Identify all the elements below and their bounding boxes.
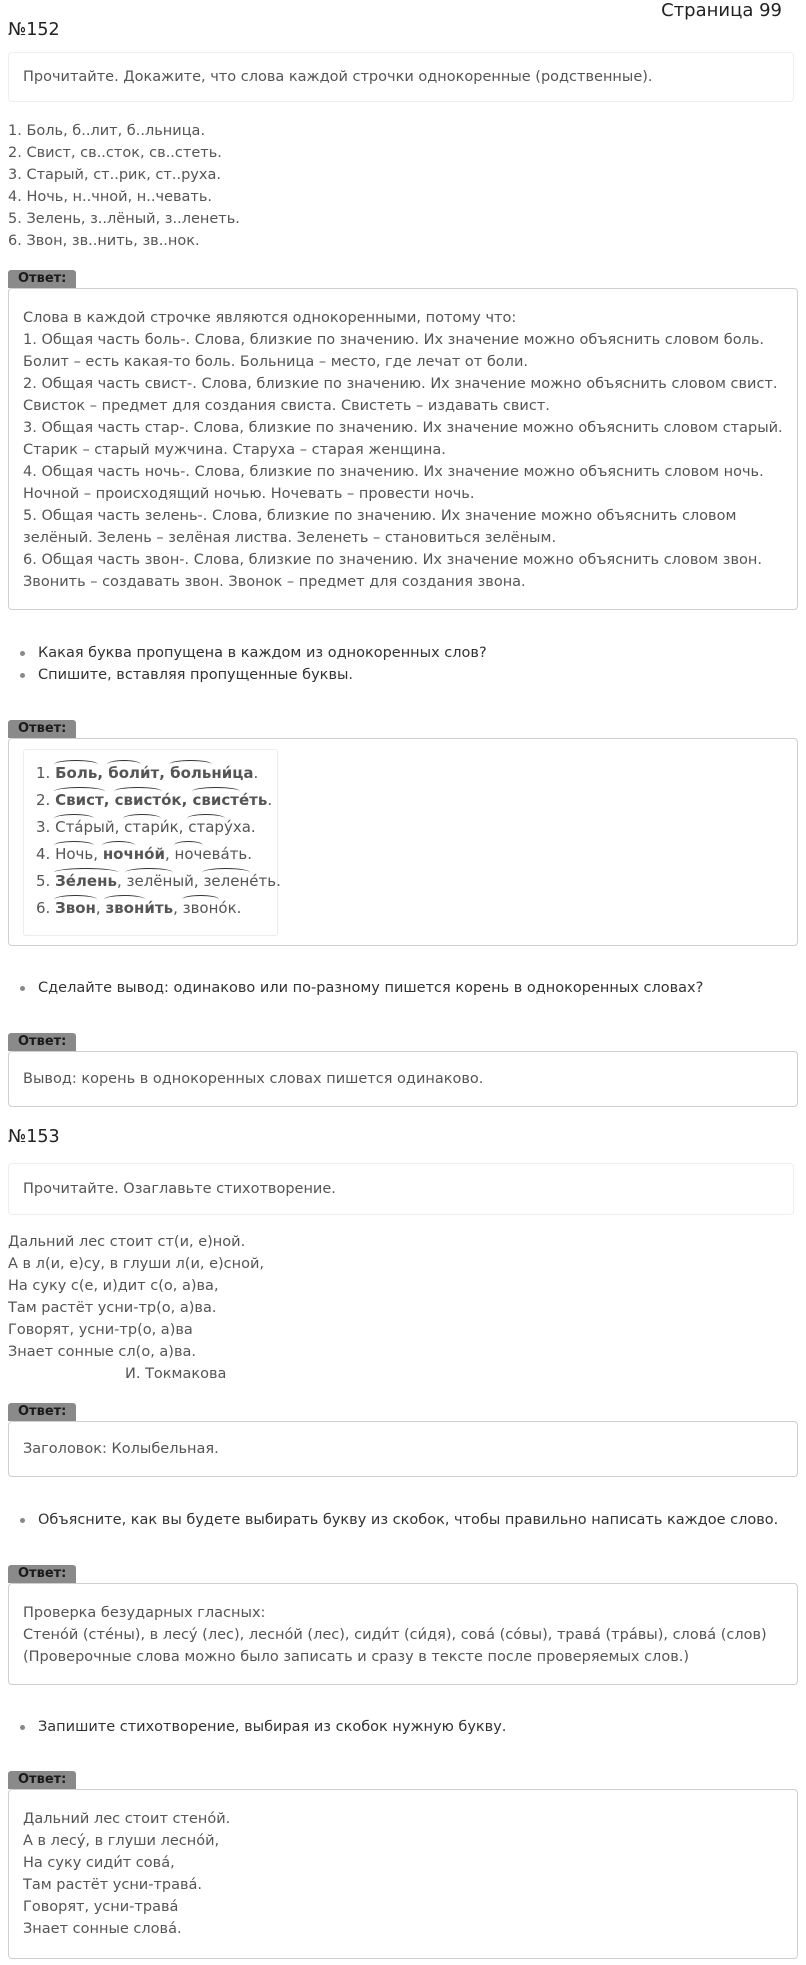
answer-line: На суку сиди́т сова́, (23, 1855, 175, 1871)
question-item: Спишите, вставляя пропущенные буквы. (18, 664, 487, 686)
answer-box-4 (8, 1421, 798, 1477)
morpheme-line: 5. Зе́лень, зелёный, зелене́ть. (36, 868, 281, 895)
answer-line: Свисток – предмет для создания свиста. Свистеть – издавать свист. (23, 398, 550, 414)
text-line: 6. Звон, зв..нить, зв..нок. (8, 233, 200, 249)
answer-tag: Ответ: (8, 1771, 76, 1789)
morpheme-line: 1. Боль, боли́т, больни́ца. (36, 760, 281, 787)
question-list-2 (18, 642, 487, 686)
answer-box-3 (8, 1051, 798, 1107)
question-3 (18, 977, 703, 999)
morpheme-line: 6. Звон, звони́ть, звоно́к. (36, 895, 281, 922)
answer-tag: Ответ: (8, 270, 76, 288)
instruction-text: Прочитайте. Озаглавьте стихотворение. (23, 1181, 336, 1197)
text-line: 4. Ночь, н..чной, н..чевать. (8, 189, 213, 205)
answer-line: 4. Общая часть ночь-. Слова, близкие по значению. Их значение можно объяснить словом ночь. (23, 464, 764, 480)
text-line: 1. Боль, б..лит, б..льница. (8, 123, 206, 139)
answer-box-1 (8, 288, 798, 610)
question-item: Какая буква пропущена в каждом из однокоренных слов? (18, 642, 487, 664)
answer-line: Знает сонные слова́. (23, 1921, 182, 1937)
answer-line: Заголовок: Колыбельная. (23, 1441, 219, 1457)
answer-line: Ночной – происходящий ночью. Ночевать – провести ночь. (23, 486, 475, 502)
answer-line: Старик – старый мужчина. Старуха – старая женщина. (23, 442, 446, 458)
answer-line: А в лесу́, в глуши лесно́й, (23, 1833, 220, 1849)
poem-line: Говорят, усни-тр(о, а)ва (8, 1322, 193, 1338)
task-152-lines (8, 120, 240, 252)
answer-line: Болит – есть какая-то боль. Больница – место, где лечат от боли. (23, 354, 528, 370)
question-4 (18, 1509, 778, 1531)
task-152-instruction (8, 52, 794, 102)
answer-line: (Проверочные слова можно было записать и сразу в тексте после проверяемых слов.) (23, 1649, 690, 1665)
answer-line: 1. Общая часть боль-. Слова, близкие по значению. Их значение можно объяснить словом боль. (23, 332, 765, 348)
question-item: Объясните, как вы будете выбирать букву из скобок, чтобы правильно написать каждое слово. (18, 1509, 778, 1531)
poem-line: Дальний лес стоит ст(и, е)ной. (8, 1234, 246, 1250)
answer-box-2 (8, 738, 798, 946)
task-153-instruction (8, 1163, 794, 1215)
morpheme-line: 2. Свист, свисто́к, свисте́ть. (36, 787, 281, 814)
answer-line: 3. Общая часть стар-. Слова, близкие по значению. Их значение можно объяснить словом старый. (23, 420, 783, 436)
poem-line: На суку с(е, и)дит с(о, а)ва, (8, 1278, 219, 1294)
answer-line: Слова в каждой строчке являются однокоренными, потому что: (23, 310, 517, 326)
morpheme-line: 4. Ночь, ночно́й, ночева́ть. (36, 841, 281, 868)
poem (8, 1231, 264, 1385)
answer-line: зелёный. Зелень – зелёная листва. Зеленеть – становиться зелёным. (23, 530, 557, 546)
question-item: Сделайте вывод: одинаково или по-разному пишется корень в однокоренных словах? (18, 977, 703, 999)
answer-line: Вывод: корень в однокоренных словах пишется одинаково. (23, 1071, 484, 1087)
instruction-text: Прочитайте. Докажите, что слова каждой строчки однокоренные (родственные). (23, 69, 653, 85)
text-line: 5. Зелень, з..лёный, з..ленеть. (8, 211, 240, 227)
answer-line: Там растёт усни-трава́. (23, 1877, 203, 1893)
page-number: Страница 99 (661, 0, 782, 21)
answer-tag: Ответ: (8, 1565, 76, 1583)
answer-tag: Ответ: (8, 1033, 76, 1051)
task-152-number: №152 (8, 20, 60, 40)
question-5 (18, 1716, 506, 1738)
answer-tag: Ответ: (8, 1403, 76, 1421)
answer-line: 2. Общая часть свист-. Слова, близкие по значению. Их значение можно объяснить словом свист. (23, 376, 778, 392)
poem-author: И. Токмакова (125, 1366, 227, 1382)
answer-box-6 (8, 1789, 798, 1959)
answer-line: Проверка безударных гласных: (23, 1605, 266, 1621)
question-item: Запишите стихотворение, выбирая из скобок нужную букву. (18, 1716, 506, 1738)
task-153-number: №153 (8, 1127, 60, 1147)
answer-line: Дальний лес стоит стено́й. (23, 1811, 231, 1827)
morpheme-list (36, 760, 281, 922)
answer-line: 5. Общая часть зелень-. Слова, близкие по значению. Их значение можно объяснить словом (23, 508, 737, 524)
answer-line: 6. Общая часть звон-. Слова, близкие по значению. Их значение можно объяснить словом звон. (23, 552, 762, 568)
morpheme-card (23, 749, 281, 936)
answer-tag: Ответ: (8, 720, 76, 738)
answer-line: Звонить – создавать звон. Звонок – предмет для создания звона. (23, 574, 526, 590)
poem-line: Знает сонные сл(о, а)ва. (8, 1344, 196, 1360)
morpheme-line: 3. Ста́рый, стари́к, стару́ха. (36, 814, 281, 841)
answer-line: Стено́й (сте́ны), в лесу́ (лес), лесно́й (лес), сиди́т (си́дя), сова́ (со́вы), трава́ (тра́вы), слова́ (слов) (23, 1627, 767, 1643)
answer-line: Говорят, усни-трава́ (23, 1899, 179, 1915)
poem-line: Там растёт усни-тр(о, а)ва. (8, 1300, 217, 1316)
text-line: 3. Старый, ст..рик, ст..руха. (8, 167, 221, 183)
poem-line: А в л(и, е)су, в глуши л(и, е)сной, (8, 1256, 265, 1272)
text-line: 2. Свист, св..сток, св..стеть. (8, 145, 222, 161)
answer-box-5 (8, 1583, 798, 1685)
